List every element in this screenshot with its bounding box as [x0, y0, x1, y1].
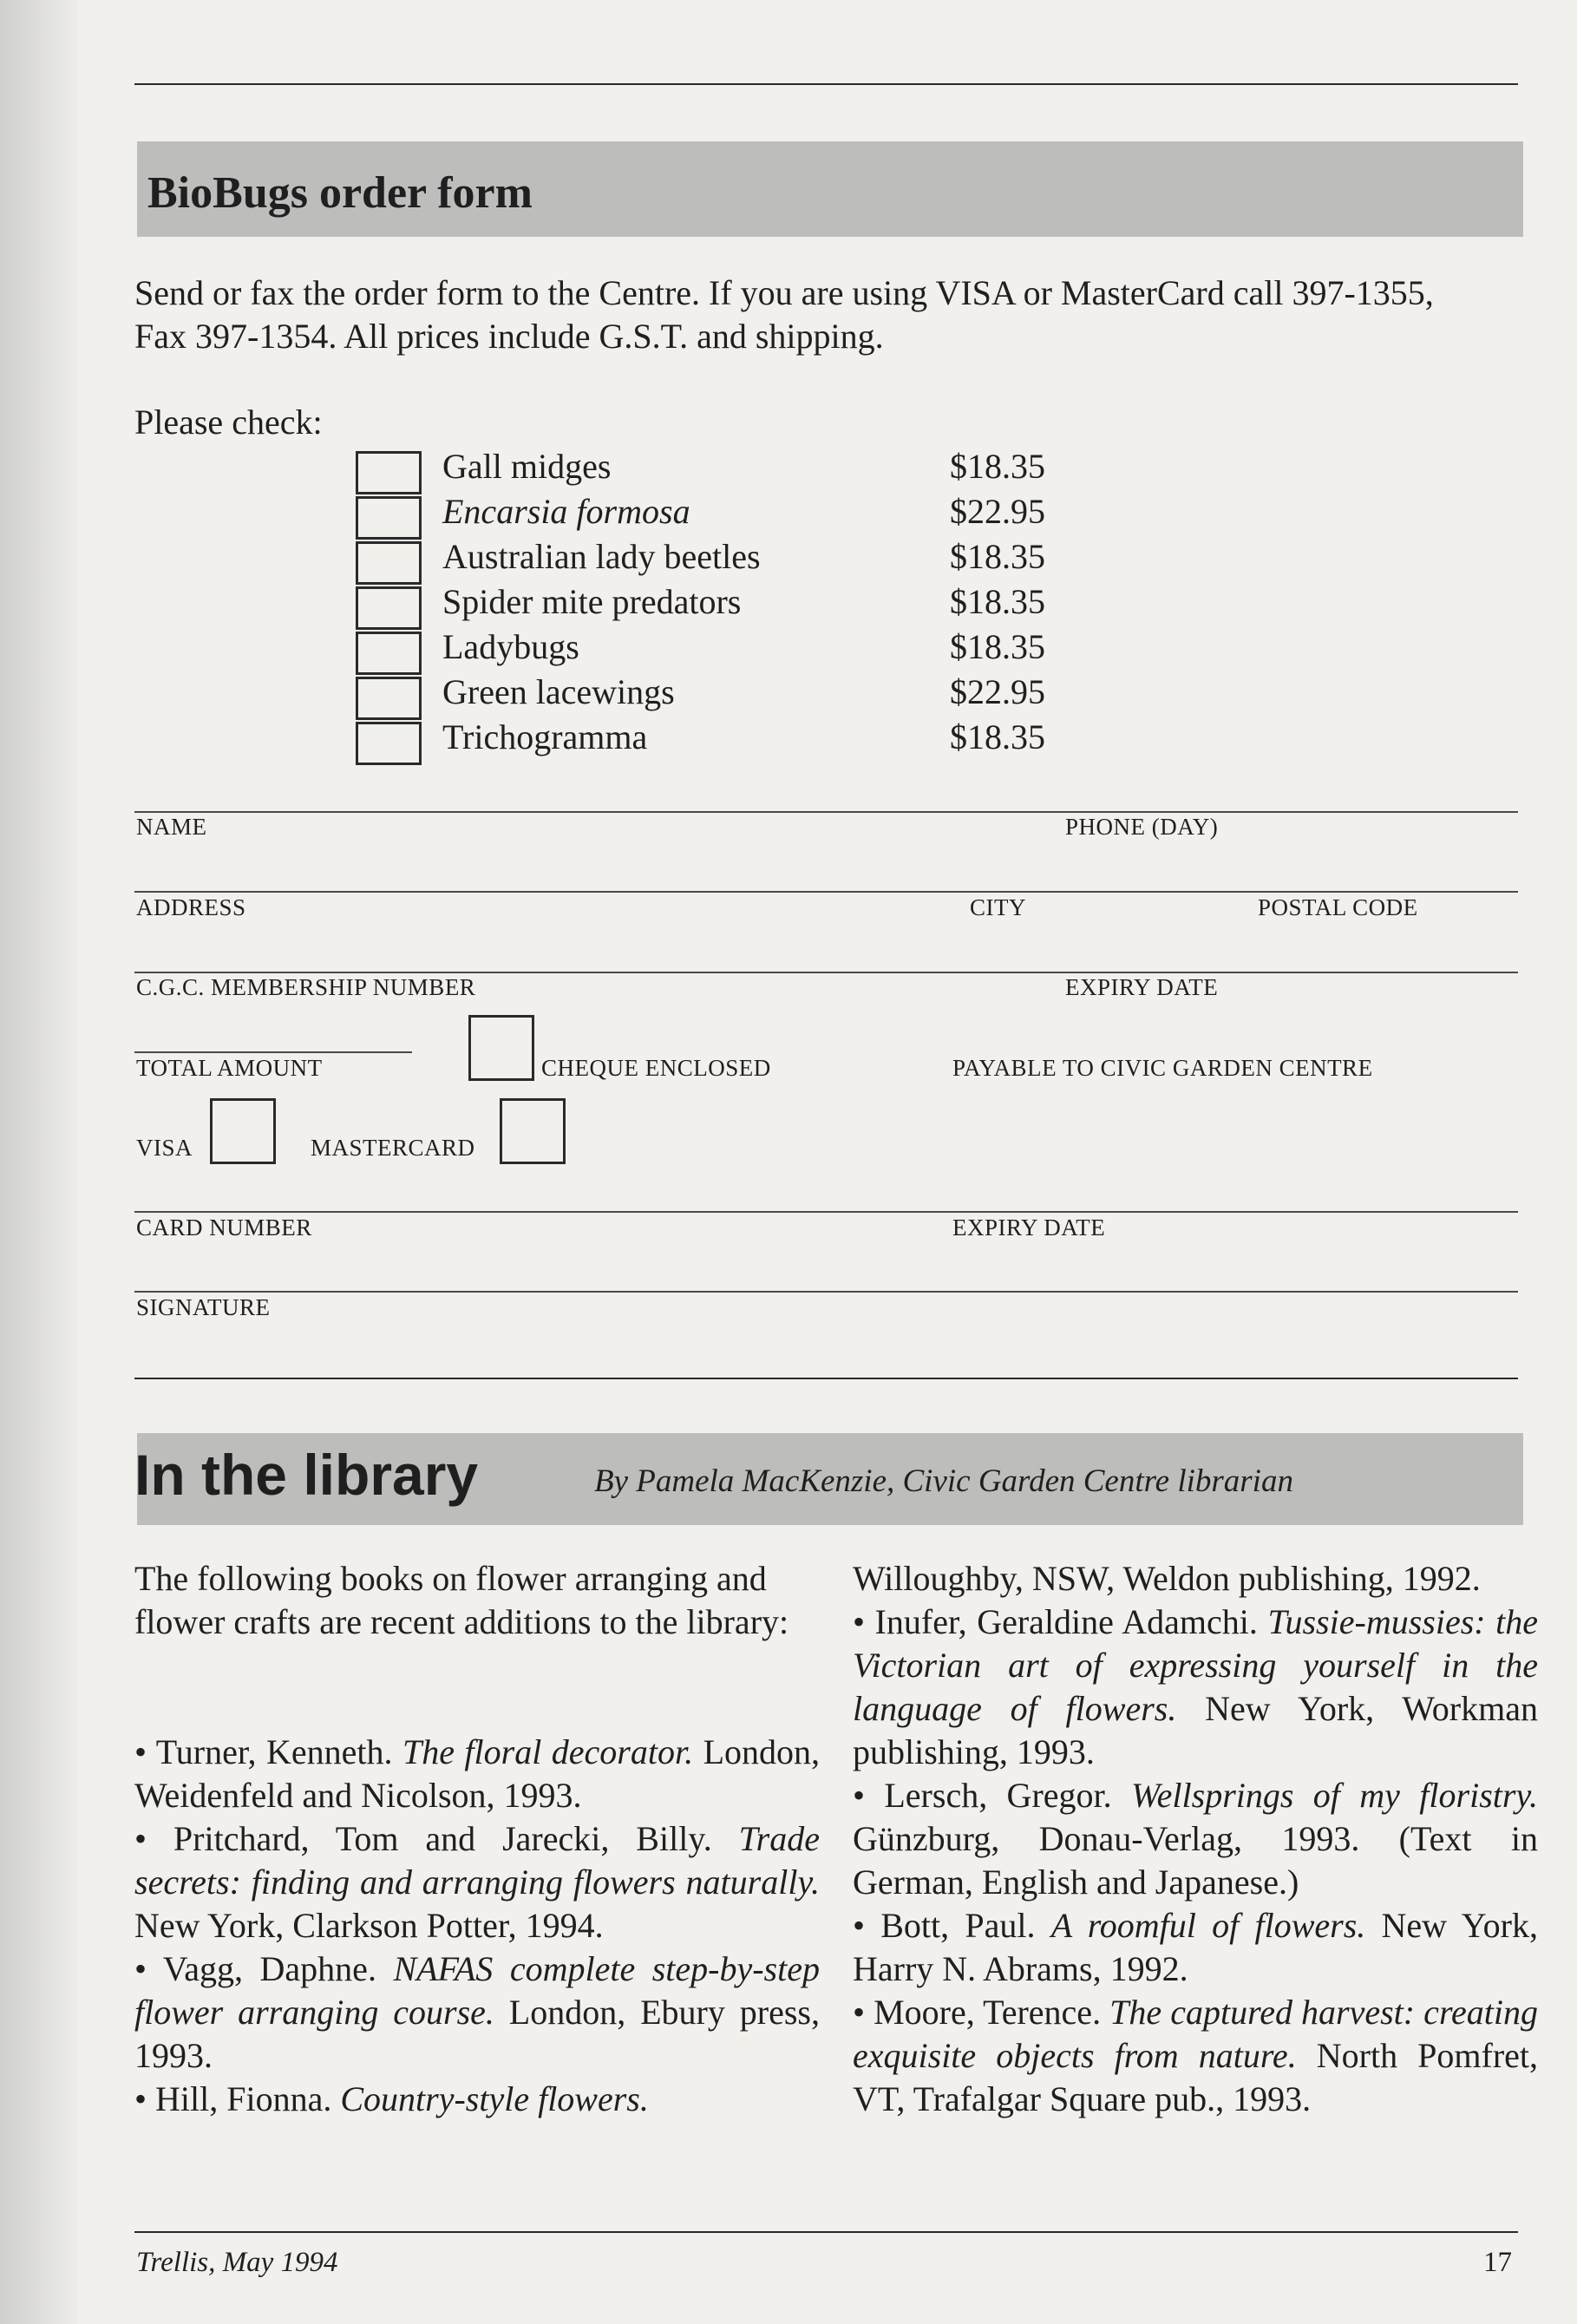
mastercard-checkbox[interactable]	[500, 1098, 566, 1164]
item-name: Trichogramma	[442, 717, 648, 756]
item-name: Encarsia formosa	[442, 492, 690, 531]
order-form-intro-1: Send or fax the order form to the Centre. If you are using VISA or MasterCard call 397-1355,	[134, 273, 1434, 312]
mastercard-label: MASTERCARD	[311, 1135, 475, 1161]
book-entry: • Vagg, Daphne. NAFAS complete step-by-step flower arranging course. London, Ebury press, 1993.	[134, 1949, 820, 2075]
footer-rule	[134, 2231, 1518, 2233]
membership-label: C.G.C. MEMBERSHIP NUMBER	[136, 974, 476, 1000]
signature-label: SIGNATURE	[136, 1294, 271, 1320]
membership-expiry-label: EXPIRY DATE	[1065, 974, 1219, 1000]
total-amount-label: TOTAL AMOUNT	[136, 1055, 323, 1081]
order-item-gall-midges	[356, 446, 1050, 491]
order-item-spider-mite-predators	[356, 581, 1050, 626]
book-entry: • Lersch, Gregor. Wellsprings of my floristry. Günzburg, Donau-Verlag, 1993. (Text in German, English and Japanese.)	[853, 1776, 1538, 1902]
item-checkbox[interactable]	[356, 632, 422, 675]
book-entry: • Hill, Fionna. Country-style flowers.	[134, 2079, 649, 2118]
book-entry-continued: Willoughby, NSW, Weldon publishing, 1992.	[853, 1559, 1481, 1598]
item-name: Spider mite predators	[442, 582, 742, 621]
address-line	[134, 891, 1518, 893]
book-entry: • Pritchard, Tom and Jarecki, Billy. Trade secrets: finding and arranging flowers naturally. New York, Clarkson Potter, 1994.	[134, 1819, 820, 1945]
item-price: $18.35	[950, 582, 1045, 621]
item-price: $22.95	[950, 492, 1045, 531]
cheque-label: CHEQUE ENCLOSED	[541, 1055, 771, 1081]
item-name: Australian lady beetles	[442, 537, 761, 576]
cheque-checkbox[interactable]	[468, 1015, 534, 1081]
item-checkbox[interactable]	[356, 451, 422, 494]
book-entry: • Moore, Terence. The captured harvest: creating exquisite objects from nature. North Pomfret, VT, Trafalgar Square pub., 1993.	[853, 1993, 1538, 2118]
visa-checkbox[interactable]	[210, 1098, 276, 1164]
order-item-green-lacewings	[356, 671, 1050, 717]
page-number: 17	[1483, 2247, 1512, 2278]
address-label: ADDRESS	[136, 894, 246, 920]
page-left-shadow	[0, 0, 78, 2324]
item-checkbox[interactable]	[356, 722, 422, 765]
phone-label: PHONE (DAY)	[1065, 814, 1219, 840]
total-amount-line	[134, 1051, 412, 1053]
library-title: In the library	[134, 1443, 479, 1507]
name-line	[134, 811, 1518, 813]
please-check-label: Please check:	[134, 403, 323, 442]
item-price: $18.35	[950, 447, 1045, 486]
library-left-column	[134, 1557, 820, 2121]
item-checkbox[interactable]	[356, 496, 422, 540]
order-item-encarsia-formosa	[356, 491, 1050, 536]
signature-line	[134, 1291, 1518, 1293]
item-name: Green lacewings	[442, 672, 675, 711]
book-entry: • Bott, Paul. A roomful of flowers. New York, Harry N. Abrams, 1992.	[853, 1906, 1539, 1988]
library-byline: By Pamela MacKenzie, Civic Garden Centre librarian	[594, 1463, 1293, 1499]
visa-label: VISA	[136, 1135, 193, 1161]
book-entry: • Inufer, Geraldine Adamchi. Tussie-mussies: the Victorian art of expressing yourself in the language of flowers. New York, Workman publishing, 1993.	[853, 1602, 1539, 1771]
order-form-title: BioBugs order form	[147, 168, 533, 218]
payable-label: PAYABLE TO CIVIC GARDEN CENTRE	[952, 1055, 1373, 1081]
item-price: $22.95	[950, 672, 1045, 711]
item-price: $18.35	[950, 537, 1045, 576]
item-checkbox[interactable]	[356, 586, 422, 630]
library-intro: The following books on flower arranging and flower crafts are recent additions to the library:	[134, 1559, 789, 1641]
city-label: CITY	[970, 894, 1026, 920]
item-price: $18.35	[950, 627, 1045, 666]
card-expiry-label: EXPIRY DATE	[952, 1214, 1106, 1241]
order-item-trichogramma	[356, 717, 1050, 762]
footer-publication: Trellis, May 1994	[136, 2247, 338, 2278]
order-form-intro-2: Fax 397-1354. All prices include G.S.T. and shipping.	[134, 317, 884, 356]
card-number-line	[134, 1211, 1518, 1213]
library-right-column	[853, 1557, 1538, 2121]
item-price: $18.35	[950, 717, 1045, 756]
item-name: Ladybugs	[442, 627, 579, 666]
item-name: Gall midges	[442, 447, 612, 486]
membership-line	[134, 972, 1518, 973]
section-divider-rule	[134, 1378, 1518, 1379]
item-checkbox[interactable]	[356, 677, 422, 720]
postal-code-label: POSTAL CODE	[1258, 894, 1418, 920]
item-checkbox[interactable]	[356, 541, 422, 585]
top-rule	[134, 83, 1518, 85]
name-label: NAME	[136, 814, 207, 840]
order-item-ladybugs	[356, 626, 1050, 671]
card-number-label: CARD NUMBER	[136, 1214, 312, 1241]
book-entry: • Turner, Kenneth. The floral decorator. London, Weidenfeld and Nicolson, 1993.	[134, 1732, 820, 1815]
order-item-australian-lady-beetles	[356, 536, 1050, 581]
